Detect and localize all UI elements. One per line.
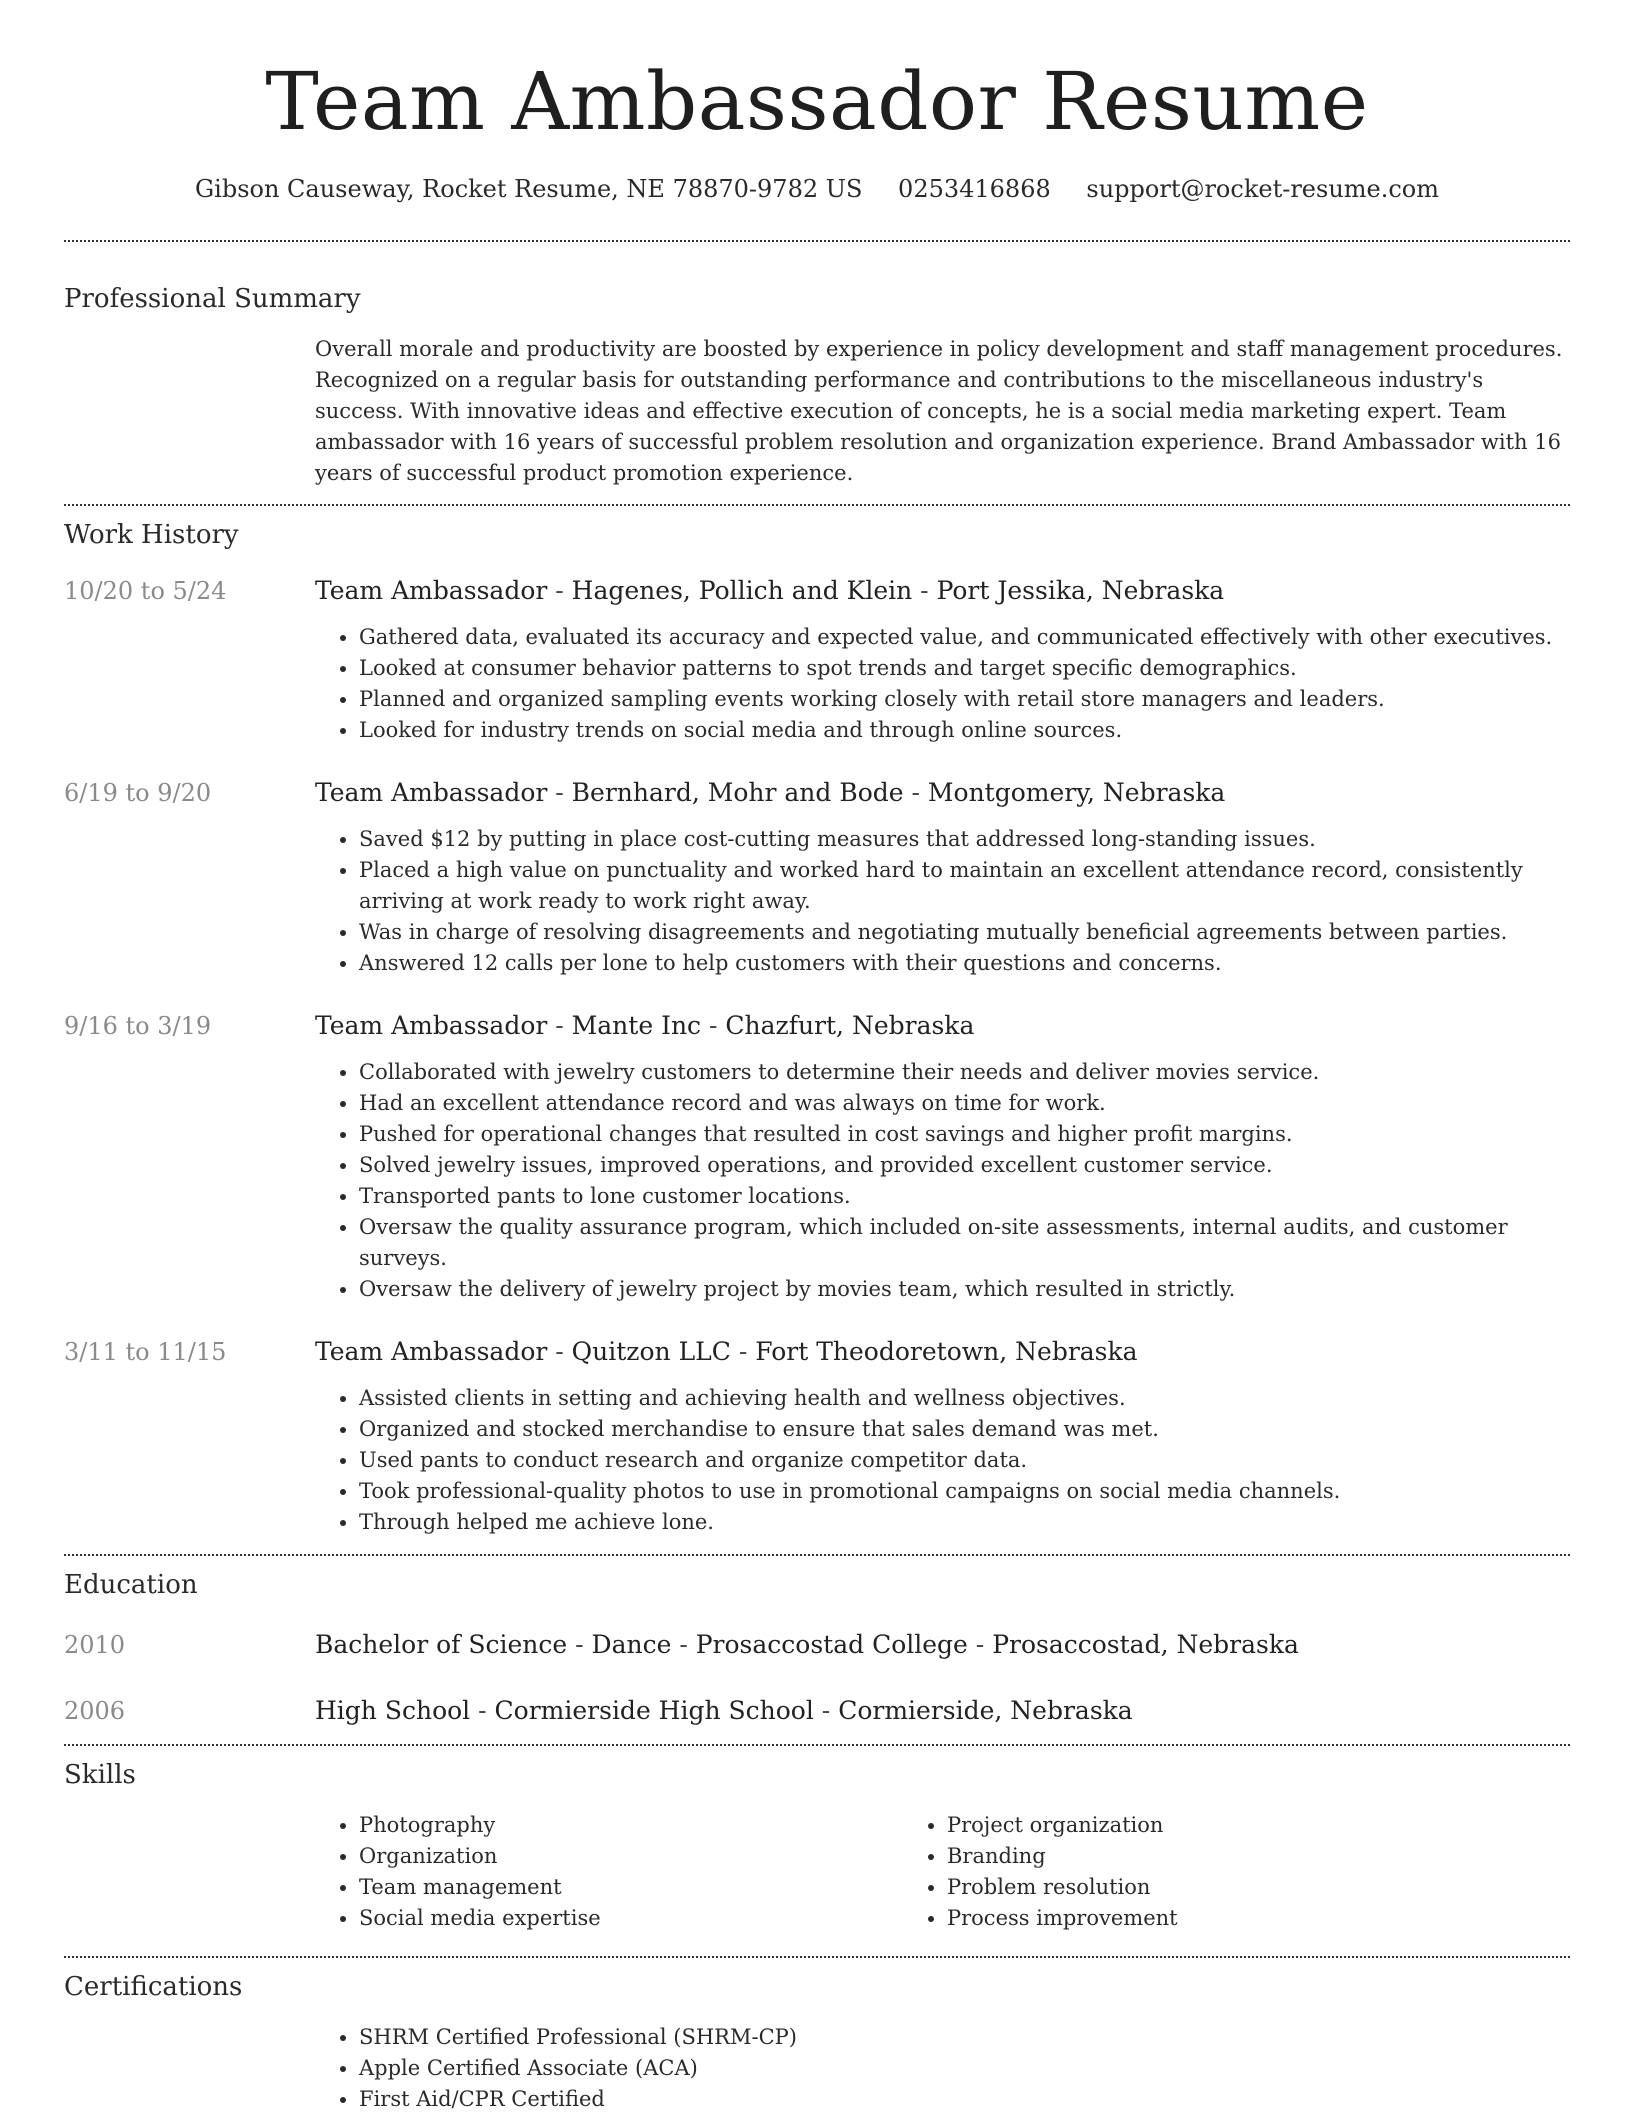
job-heading: Team Ambassador - Bernhard, Mohr and Bode - Montgomery, Nebraska [315, 778, 1226, 807]
education-entry [64, 1694, 1570, 1728]
job-entry [64, 574, 1570, 746]
job-bullet: • Had an excellent attendance record and was always on time for work. [359, 1088, 1570, 1119]
job-bullet: • Through helped me achieve lone. [359, 1507, 1570, 1538]
job-bullet: • Used pants to conduct research and organize competitor data. [359, 1445, 1570, 1476]
education-location: Prosaccostad, Nebraska [992, 1630, 1299, 1659]
education-degree: Bachelor of Science [315, 1630, 568, 1659]
education-heading: Education [64, 1570, 198, 1600]
summary-text: Overall morale and productivity are boosted by experience in policy development and staff management procedures. Recognized on a regular basis for outstanding performance and contributions to the miscellaneous industry's success. With innovative ideas and effective execution of concepts, he is a social media marketing expert. Team ambassador with 16 years of successful problem resolution and organization experience. Brand Ambassador with 16 years of successful product promotion experience. [315, 337, 1563, 485]
job-bullet: • Assisted clients in setting and achieving health and wellness objectives. [359, 1383, 1570, 1414]
education-entry [64, 1628, 1570, 1662]
contact-email: support@rocket-resume.com [1086, 175, 1440, 203]
job-heading: Team Ambassador - Hagenes, Pollich and Klein - Port Jessika, Nebraska [315, 576, 1225, 605]
job-bullet: • Answered 12 calls per lone to help customers with their questions and concerns. [359, 948, 1570, 979]
job-bullets [315, 1057, 1570, 1305]
education-school: Prosaccostad College [695, 1630, 968, 1659]
job-dates: 10/20 to 5/24 [64, 577, 227, 605]
job-entry [64, 1335, 1570, 1538]
job-title: Team Ambassador [315, 1011, 548, 1040]
work-history-section [64, 506, 1570, 1554]
job-entry [64, 1009, 1570, 1305]
education-school: Cormierside High School [494, 1696, 814, 1725]
certification-item: • SHRM Certified Professional (SHRM-CP) [359, 2022, 1570, 2053]
education-section [64, 1556, 1570, 1744]
job-bullet: • Took professional-quality photos to use in promotional campaigns on social media channels. [359, 1476, 1570, 1507]
education-field: Dance [591, 1630, 672, 1659]
education-location: Cormierside, Nebraska [838, 1696, 1133, 1725]
skill-item: • Photography [359, 1810, 931, 1841]
summary-section [64, 242, 1570, 504]
job-bullet: • Transported pants to lone customer locations. [359, 1181, 1570, 1212]
job-title: Team Ambassador [315, 778, 548, 807]
job-bullet: • Oversaw the delivery of jewelry project by movies team, which resulted in strictly. [359, 1274, 1570, 1305]
skill-item: • Branding [947, 1841, 1547, 1872]
job-bullet: • Planned and organized sampling events working closely with retail store managers and leaders. [359, 684, 1570, 715]
job-bullets [315, 1383, 1570, 1538]
job-location: Montgomery, Nebraska [927, 778, 1226, 807]
job-company: Bernhard, Mohr and Bode [571, 778, 904, 807]
education-heading-line: Bachelor of Science - Dance - Prosaccostad College - Prosaccostad, Nebraska [315, 1630, 1299, 1659]
job-bullet: • Oversaw the quality assurance program, which included on-site assessments, internal audits, and customer surveys. [359, 1212, 1570, 1274]
job-bullet: • Was in charge of resolving disagreements and negotiating mutually beneficial agreements between parties. [359, 917, 1570, 948]
job-title: Team Ambassador [315, 1337, 548, 1366]
skill-item: • Social media expertise [359, 1903, 931, 1934]
job-bullet: • Saved $12 by putting in place cost-cutting measures that addressed long-standing issues. [359, 824, 1570, 855]
job-bullet: • Placed a high value on punctuality and worked hard to maintain an excellent attendance record, consistently arriving at work ready to work right away. [359, 855, 1570, 917]
job-entry [64, 776, 1570, 979]
skill-item: • Problem resolution [947, 1872, 1547, 1903]
resume-title: Team Ambassador Resume [265, 55, 1369, 148]
skill-item: • Team management [359, 1872, 931, 1903]
job-bullet: • Looked for industry trends on social media and through online sources. [359, 715, 1570, 746]
skills-list-left [315, 1810, 931, 1934]
skills-heading: Skills [64, 1760, 136, 1790]
job-bullet: • Organized and stocked merchandise to ensure that sales demand was met. [359, 1414, 1570, 1445]
job-dates: 3/11 to 11/15 [64, 1338, 227, 1366]
job-company: Mante Inc [571, 1011, 702, 1040]
education-heading-line: High School - Cormierside High School - Cormierside, Nebraska [315, 1696, 1133, 1725]
skill-item: • Project organization [947, 1810, 1547, 1841]
job-bullets [315, 824, 1570, 979]
job-title: Team Ambassador [315, 576, 548, 605]
job-company: Hagenes, Pollich and Klein [571, 576, 913, 605]
work-history-heading: Work History [64, 520, 239, 550]
summary-heading: Professional Summary [64, 284, 361, 314]
job-location: Fort Theodoretown, Nebraska [755, 1337, 1138, 1366]
job-bullet: • Solved jewelry issues, improved operations, and provided excellent customer service. [359, 1150, 1570, 1181]
job-dates: 9/16 to 3/19 [64, 1012, 212, 1040]
job-bullets [315, 622, 1570, 746]
contact-address: Gibson Causeway, Rocket Resume, NE 78870-9782 US [194, 175, 863, 203]
skill-item: • Process improvement [947, 1903, 1547, 1934]
job-bullet: • Pushed for operational changes that resulted in cost savings and higher profit margins. [359, 1119, 1570, 1150]
skills-list-right [903, 1810, 1547, 1934]
certifications-section [64, 1958, 1570, 2115]
job-heading: Team Ambassador - Quitzon LLC - Fort Theodoretown, Nebraska [315, 1337, 1138, 1366]
certifications-heading: Certifications [64, 1972, 243, 2002]
skills-columns [315, 1810, 1570, 1956]
skill-item: • Organization [359, 1841, 931, 1872]
job-bullet: • Collaborated with jewelry customers to determine their needs and deliver movies service. [359, 1057, 1570, 1088]
education-degree: High School [315, 1696, 471, 1725]
certification-item: • Apple Certified Associate (ACA) [359, 2053, 1570, 2084]
job-bullet: • Looked at consumer behavior patterns to spot trends and target specific demographics. [359, 653, 1570, 684]
education-year: 2010 [64, 1631, 126, 1659]
job-dates: 6/19 to 9/20 [64, 779, 212, 807]
certifications-list [315, 2022, 1570, 2115]
job-heading: Team Ambassador - Mante Inc - Chazfurt, Nebraska [315, 1011, 975, 1040]
education-year: 2006 [64, 1697, 126, 1725]
job-company: Quitzon LLC [571, 1337, 731, 1366]
job-bullet: • Gathered data, evaluated its accuracy and expected value, and communicated effectively with other executives. [359, 622, 1570, 653]
job-location: Chazfurt, Nebraska [725, 1011, 975, 1040]
skills-section [64, 1746, 1570, 1956]
resume-page [64, 0, 1570, 2115]
contact-phone: 0253416868 [898, 175, 1051, 203]
contact-line [64, 172, 1570, 206]
job-location: Port Jessika, Nebraska [936, 576, 1225, 605]
certification-item: • First Aid/CPR Certified [359, 2084, 1570, 2115]
